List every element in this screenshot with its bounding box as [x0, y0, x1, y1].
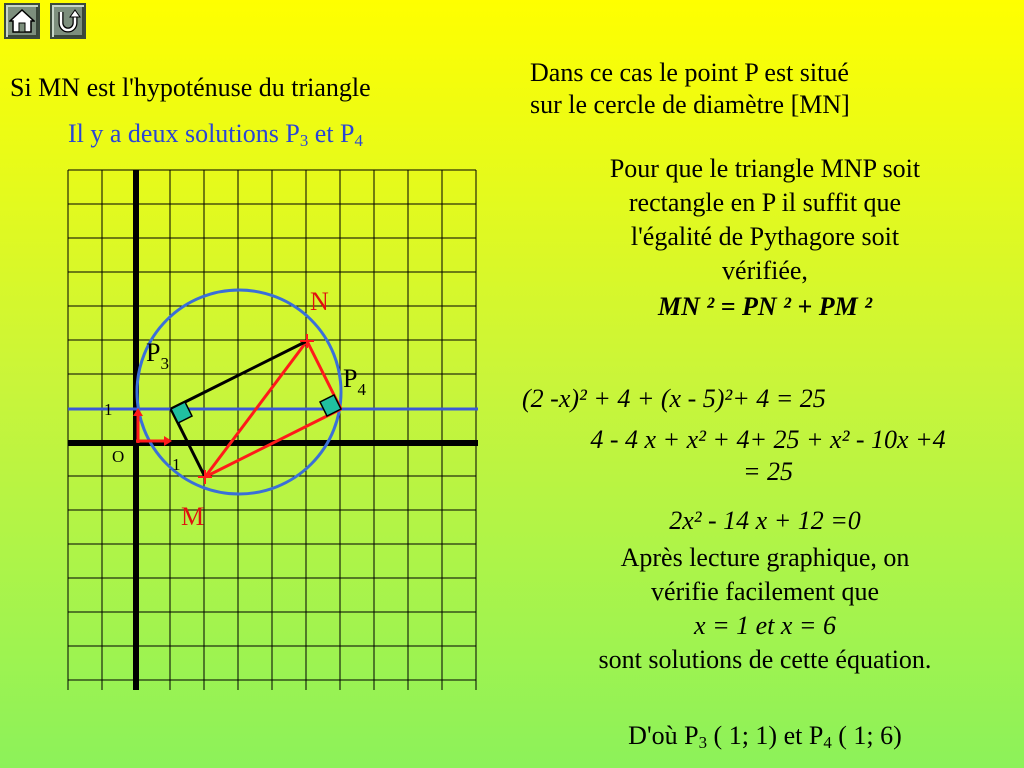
- label-n: N: [310, 287, 329, 316]
- right-angle-p3: [171, 402, 192, 423]
- solutions-text: Il y a deux solutions $P_3$ et $P_4$: [68, 119, 363, 151]
- equation-line-1: (2 -x)² + 4 + (x - 5)²+ 4 = 25: [522, 384, 826, 413]
- circle-diameter-mn: [137, 290, 341, 494]
- grid: [68, 170, 476, 690]
- label-p4: $P_4$: [343, 364, 366, 399]
- return-button[interactable]: [50, 3, 86, 39]
- home-icon: [9, 8, 35, 34]
- label-one-x: 1: [172, 455, 181, 474]
- left-heading: Si MN est l'hypoténuse du triangle: [10, 73, 371, 102]
- equation-line-2: 4 - 4 x + x² + 4+ 25 + x² - 10x +4 = 25: [590, 425, 946, 486]
- label-m: M: [181, 502, 205, 531]
- conclusion-text: D'où $P_3$ ( 1; 1) et $P_4$ ( 1; 6): [628, 721, 902, 753]
- segment-np3: [171, 341, 307, 409]
- label-p3: $P_3$: [146, 338, 169, 373]
- intro-text: Dans ce cas le point P est situé sur le cercle de diamètre [MN]: [530, 58, 850, 119]
- label-one-y: 1: [104, 400, 113, 419]
- return-icon: [55, 8, 81, 34]
- home-button[interactable]: [4, 3, 40, 39]
- pythagore-equation: MN ² = PN ² + PM ²: [657, 292, 873, 321]
- coordinate-graph: [60, 165, 490, 695]
- after-text: Après lecture graphique, on vérifie facilement que x = 1 et x = 6 sont solutions de cette équation.: [598, 543, 932, 674]
- equation-line-3: 2x² - 14 x + 12 =0: [669, 506, 861, 535]
- label-origin: O: [112, 447, 125, 466]
- condition-text: Pour que le triangle MNP soit rectangle en P il suffit que l'égalité de Pythagore soit vérifiée, MN ² = PN ² + PM ²: [540, 152, 990, 324]
